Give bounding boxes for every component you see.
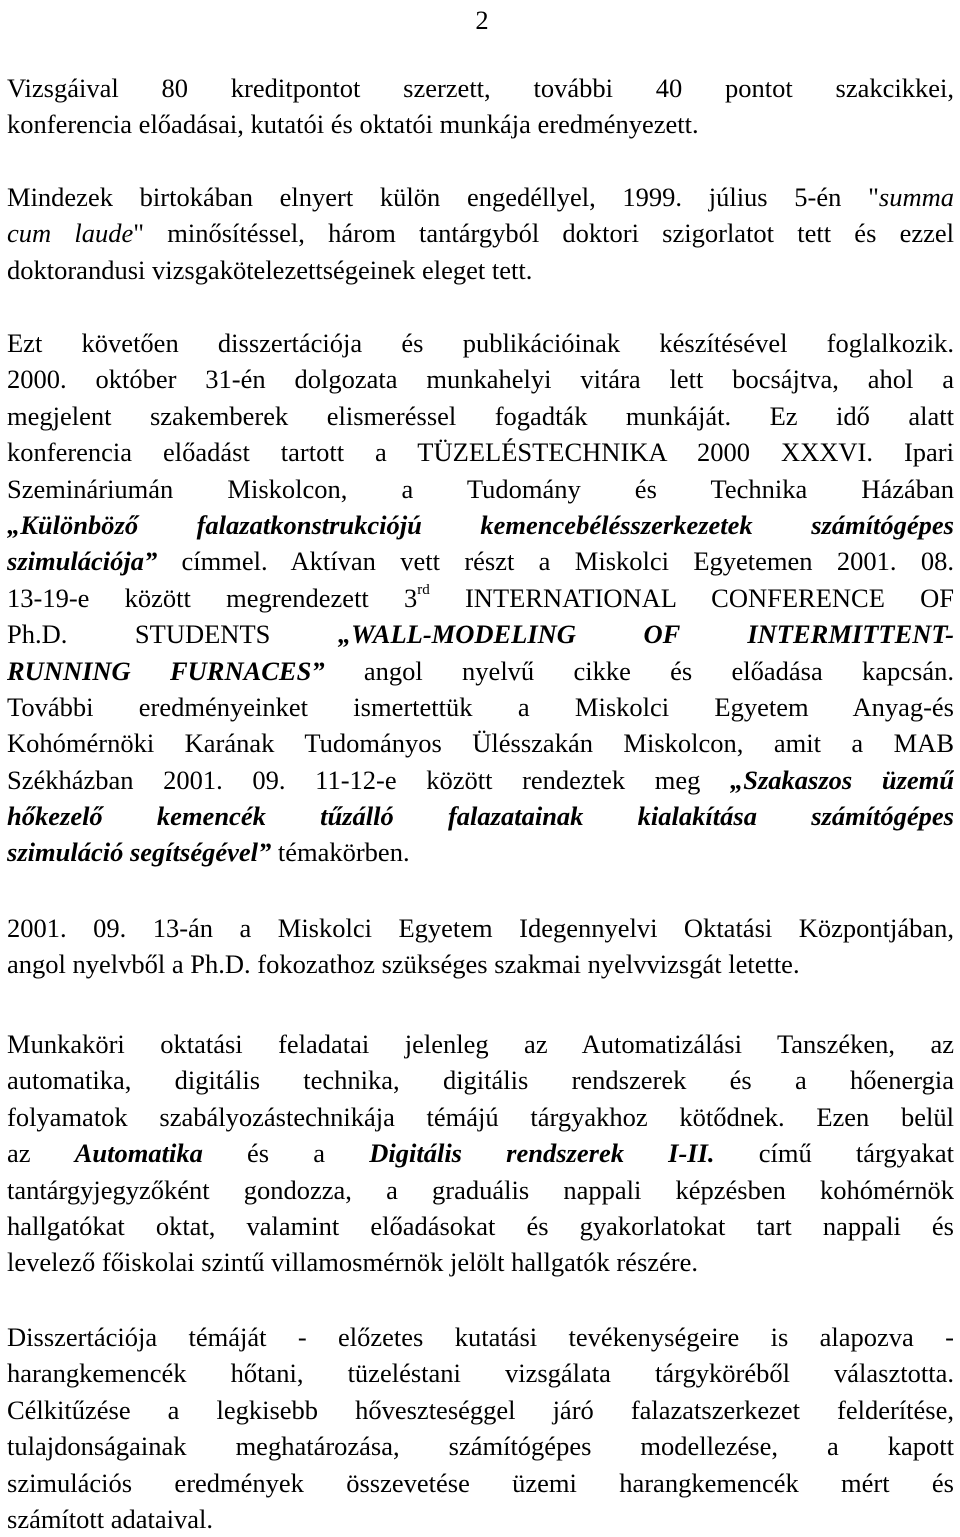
text-line <box>7 834 954 870</box>
text-line: Szemináriumán Miskolcon, a Tudomány és Technika Házában <box>7 473 954 504</box>
text-run: az <box>7 1138 75 1169</box>
text-run: témakörben. <box>271 837 410 868</box>
paragraph-dissertation-topic <box>7 1319 954 1537</box>
text-run: Székházban 2001. 09. 11-12-e között rendeztek meg <box>7 764 730 795</box>
text-line <box>7 179 954 215</box>
text-run: 13-19-e között megrendezett 3 <box>7 582 418 613</box>
text-line: Kohómérnöki Karának Tudományos Ülésszakán Miskolcon, amit a MAB <box>7 728 954 759</box>
text-line: automatika, digitális technika, digitális rendszerek és a hőenergia <box>7 1065 954 1096</box>
text-run: " minősítéssel, három tantárgyból doktori szigorlatot tett és ezzel <box>133 218 954 249</box>
text-run: INTERNATIONAL CONFERENCE OF <box>429 582 954 613</box>
text-line: 2001. 09. 13-án a Miskolci Egyetem Idegennyelvi Oktatási Központjában, <box>7 913 954 943</box>
conference-talk-title-end: szimulációja” <box>7 546 158 577</box>
text-line: Disszertációja témáját - előzetes kutatási tevékenységeire is alapozva - <box>7 1322 954 1352</box>
italic-text: summa <box>878 182 954 212</box>
session-title: hőkezelő kemencék tűzálló falazatainak kialakítása számítógépes <box>7 801 954 832</box>
paragraph-credits <box>7 70 954 143</box>
session-title: „Szakaszos üzemű <box>729 764 954 795</box>
text-line: folyamatok szabályozástechnikája témájú tárgyakhoz kötődnek. Ezen belül <box>7 1101 954 1132</box>
text-line: 2000. október 31-én dolgozata munkahelyi vitára lett bocsájtva, ahol a <box>7 364 954 395</box>
conference-talk-title: „Különböző falazatkonstrukciójú kemencebélésszerkezetek számítógépes <box>7 509 954 540</box>
text-line: számított adataival. <box>7 1503 214 1534</box>
text-run: című tárgyakat <box>714 1138 954 1169</box>
text-line: tulajdonságainak meghatározása, számítógépes modellezése, a kapott <box>7 1431 954 1462</box>
paragraph-language-exam <box>7 910 954 983</box>
text-line: Célkitűzése a legkisebb hőveszteséggel járó falazatszerkezet felderítése, <box>7 1394 954 1425</box>
course-name: Digitális rendszerek I-II. <box>369 1138 715 1169</box>
text-line <box>7 215 954 251</box>
text-line <box>7 762 954 798</box>
text-line <box>7 653 954 689</box>
text-line: doktorandusi vizsgakötelezettségeinek eleget tett. <box>7 254 533 285</box>
paragraph-teaching <box>7 1026 954 1281</box>
text-run: címmel. Aktívan vett részt a Miskolci Egyetemen 2001. 08. <box>157 546 954 577</box>
paper-title-end: RUNNING FURNACES” <box>7 655 325 686</box>
text-line: levelező főiskolai szintű villamosmérnök jelölt hallgatók részére. <box>7 1247 698 1278</box>
text-line <box>7 580 954 616</box>
italic-text: cum laude <box>7 218 134 249</box>
paragraph-dissertation-work <box>7 325 954 871</box>
text-line: szimulációs eredmények összevetése üzemi harangkemencék mért és <box>7 1467 954 1498</box>
text-line <box>7 616 954 652</box>
paper-title: „WALL-MODELING OF INTERMITTENT- <box>337 619 954 650</box>
text-line: További eredményeinket ismertettük a Miskolci Egyetem Anyag-és <box>7 691 954 722</box>
text-line <box>7 543 954 579</box>
paragraph-doctoral-exam <box>7 179 954 288</box>
ordinal-suffix: rd <box>417 581 430 598</box>
text-line <box>7 1135 954 1171</box>
text-line: tantárgyjegyzőként gondozza, a graduális nappali képzésben kohómérnök <box>7 1174 954 1205</box>
text-run: Mindezek birtokában elnyert külön engedéllyel, 1999. július 5-én " <box>7 182 879 212</box>
text-line: Ezt követően disszertációja és publikációinak készítésével foglalkozik. <box>7 328 954 358</box>
text-line: konferencia előadást tartott a TÜZELÉSTECHNIKA 2000 XXXVI. Ipari <box>7 437 954 468</box>
text-line: angol nyelvből a Ph.D. fokozathoz szükséges szakmai nyelvvizsgát letette. <box>7 949 800 980</box>
session-title-end: szimuláció segítségével” <box>7 837 272 868</box>
text-run: angol nyelvű cikke és előadása kapcsán. <box>324 655 954 686</box>
text-line: konferencia előadásai, kutatói és oktatói munkája eredményezett. <box>7 109 699 140</box>
text-line: megjelent szakemberek elismeréssel fogadták munkáját. Ez idő alatt <box>7 400 954 431</box>
text-run: és a <box>202 1138 370 1169</box>
text-run: Ph.D. STUDENTS <box>7 619 338 650</box>
text-line: harangkemencék hőtani, tüzeléstani vizsgálata tárgyköréből választotta. <box>7 1358 954 1389</box>
text-line: Vizsgáival 80 kreditpontot szerzett, további 40 pontot szakcikkei, <box>7 73 954 103</box>
course-name: Automatika <box>74 1138 203 1169</box>
text-line: Munkaköri oktatási feladatai jelenleg az Automatizálási Tanszéken, az <box>7 1029 954 1059</box>
page-number: 2 <box>475 5 489 35</box>
text-line: hallgatókat oktat, valamint előadásokat és gyakorlatokat tart nappali és <box>7 1210 954 1241</box>
